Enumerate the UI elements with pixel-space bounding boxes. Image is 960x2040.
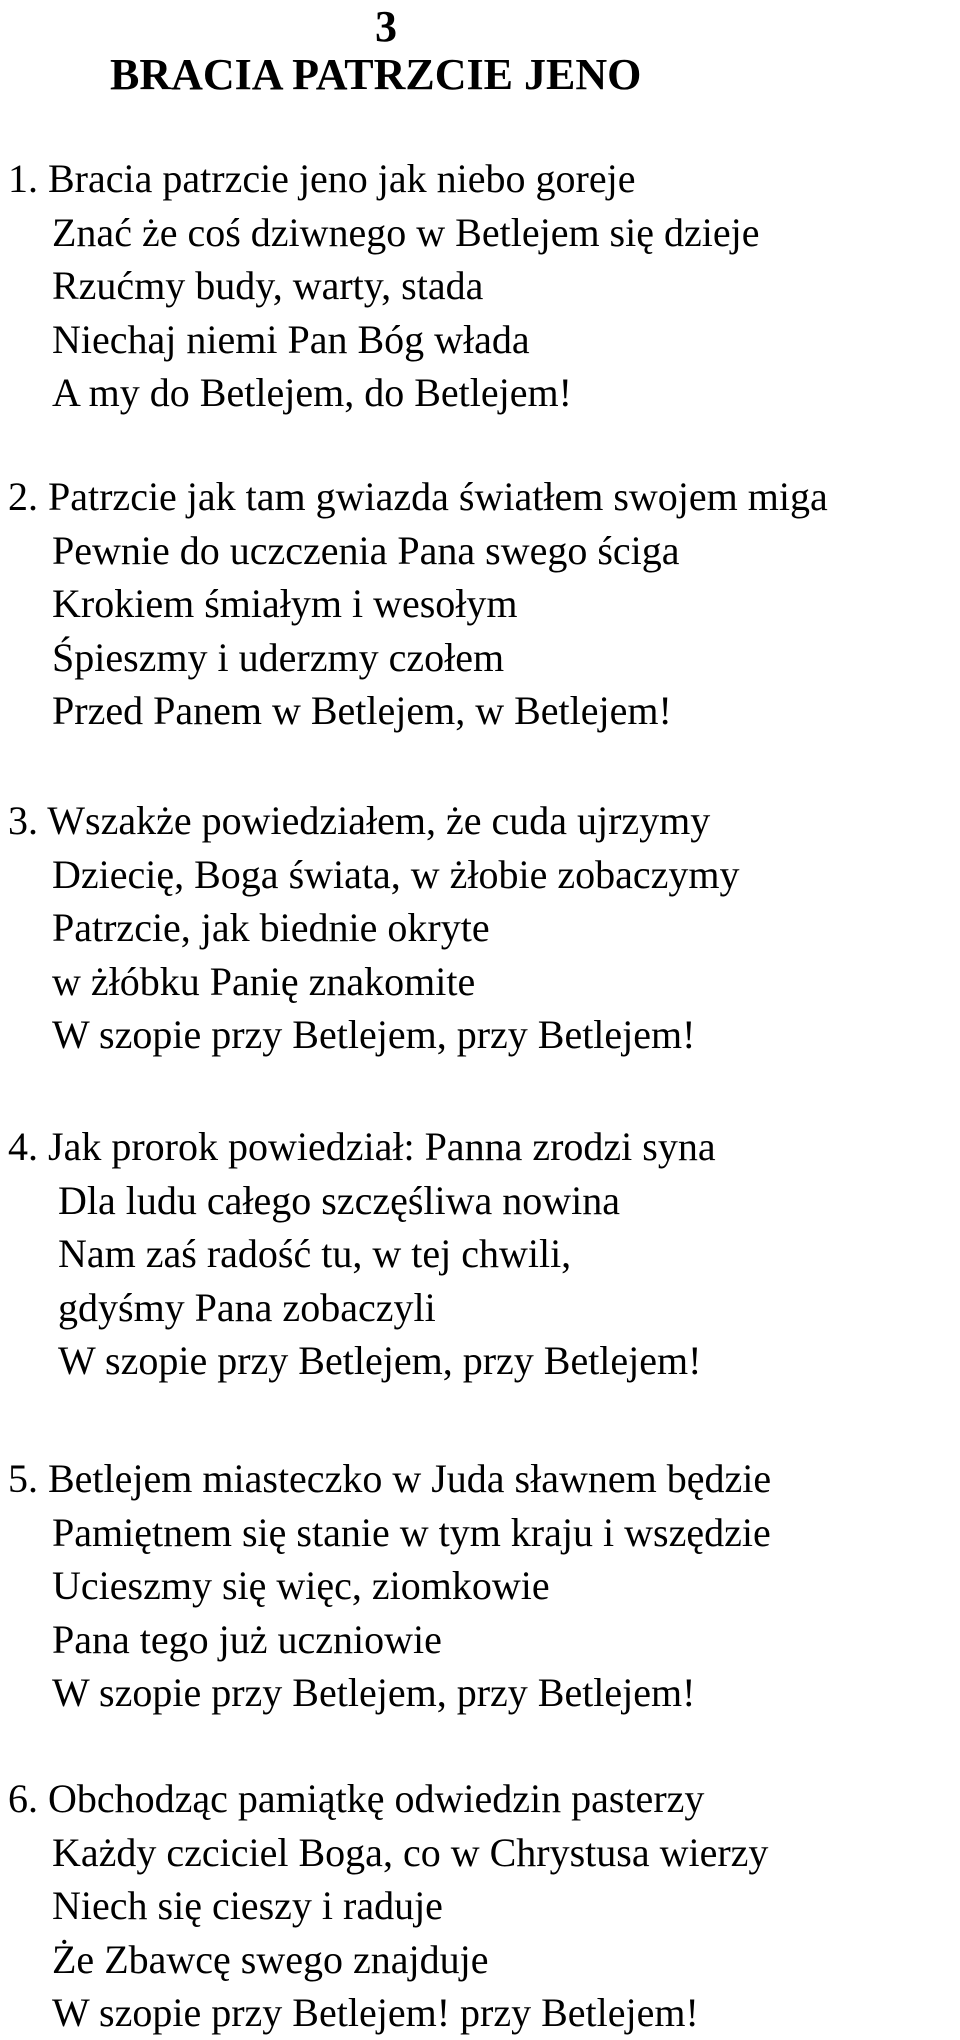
verse-line: Nam zaś radość tu, w tej chwili, (58, 1231, 572, 1276)
verse-number: 4. (8, 1124, 38, 1169)
verse-number: 2. (8, 474, 38, 519)
verse-line-text: Wszakże powiedziałem, że cuda ujrzymy (47, 798, 711, 843)
verse-6 (0, 1772, 768, 2040)
verse-line: Śpieszmy i uderzmy czołem (52, 634, 505, 680)
verse-line (0, 1452, 771, 1506)
verse-line: W szopie przy Betlejem, przy Betlejem! (52, 1670, 696, 1715)
verse-line: Niech się cieszy i raduje (52, 1883, 443, 1928)
verse-line: A my do Betlejem, do Betlejem! (52, 370, 572, 415)
verse-number: 1. (8, 156, 38, 201)
verse-line (0, 794, 740, 848)
verse-2 (0, 470, 828, 738)
verse-line-text: Jak prorok powiedział: Panna zrodzi syna (48, 1124, 716, 1169)
verse-line: W szopie przy Betlejem! przy Betlejem! (52, 1990, 699, 2035)
verse-line: Znać że coś dziwnego w Betlejem się dzieje (52, 209, 760, 255)
verse-line (0, 470, 828, 524)
verse-line: w żłóbku Panię znakomite (52, 958, 476, 1004)
verse-line: Pana tego już uczniowie (52, 1616, 442, 1662)
verse-line: W szopie przy Betlejem, przy Betlejem! (58, 1338, 702, 1383)
verse-line (0, 152, 759, 206)
verse-line: Patrzcie, jak biednie okryte (52, 905, 490, 950)
verse-line: Dziecię, Boga świata, w żłobie zobaczymy (52, 851, 740, 897)
song-title: BRACIA PATRZCIE JENO (110, 50, 642, 99)
verse-line: Pamiętnem się stanie w tym kraju i wszędzie (52, 1509, 771, 1555)
verse-number: 3. (8, 798, 38, 843)
verse-line: Ucieszmy się więc, ziomkowie (52, 1563, 550, 1608)
verse-line: Przed Panem w Betlejem, w Betlejem! (52, 688, 672, 733)
verse-line: Dla ludu całego szczęśliwa nowina (58, 1177, 621, 1223)
verse-line: Pewnie do uczczenia Pana swego ściga (52, 527, 680, 573)
verse-5 (0, 1452, 771, 1720)
verse-line: Że Zbawcę swego znajduje (52, 1936, 489, 1982)
verse-line: Rzućmy budy, warty, stada (52, 263, 484, 308)
verse-line (0, 1120, 716, 1174)
verse-line: gdyśmy Pana zobaczyli (58, 1284, 436, 1330)
verse-line-text: Patrzcie jak tam gwiazda światłem swojem miga (48, 474, 828, 519)
verse-number: 6. (8, 1776, 38, 1821)
verse-line: Każdy czciciel Boga, co w Chrystusa wierzy (52, 1829, 769, 1875)
verse-1 (0, 152, 759, 420)
verse-line-text: Bracia patrzcie jeno jak niebo goreje (48, 156, 636, 201)
verse-line: W szopie przy Betlejem, przy Betlejem! (52, 1012, 696, 1057)
verse-number: 5. (8, 1456, 38, 1501)
verse-line: Krokiem śmiałym i wesołym (52, 581, 518, 626)
verse-3 (0, 794, 740, 1062)
verse-line (0, 1772, 768, 1826)
verse-4 (0, 1120, 716, 1388)
verse-line-text: Betlejem miasteczko w Juda sławnem będzie (48, 1456, 772, 1501)
verse-line: Niechaj niemi Pan Bóg włada (52, 316, 530, 362)
verse-line-text: Obchodząc pamiątkę odwiedzin pasterzy (48, 1776, 705, 1821)
song-number: 3 (375, 2, 397, 51)
